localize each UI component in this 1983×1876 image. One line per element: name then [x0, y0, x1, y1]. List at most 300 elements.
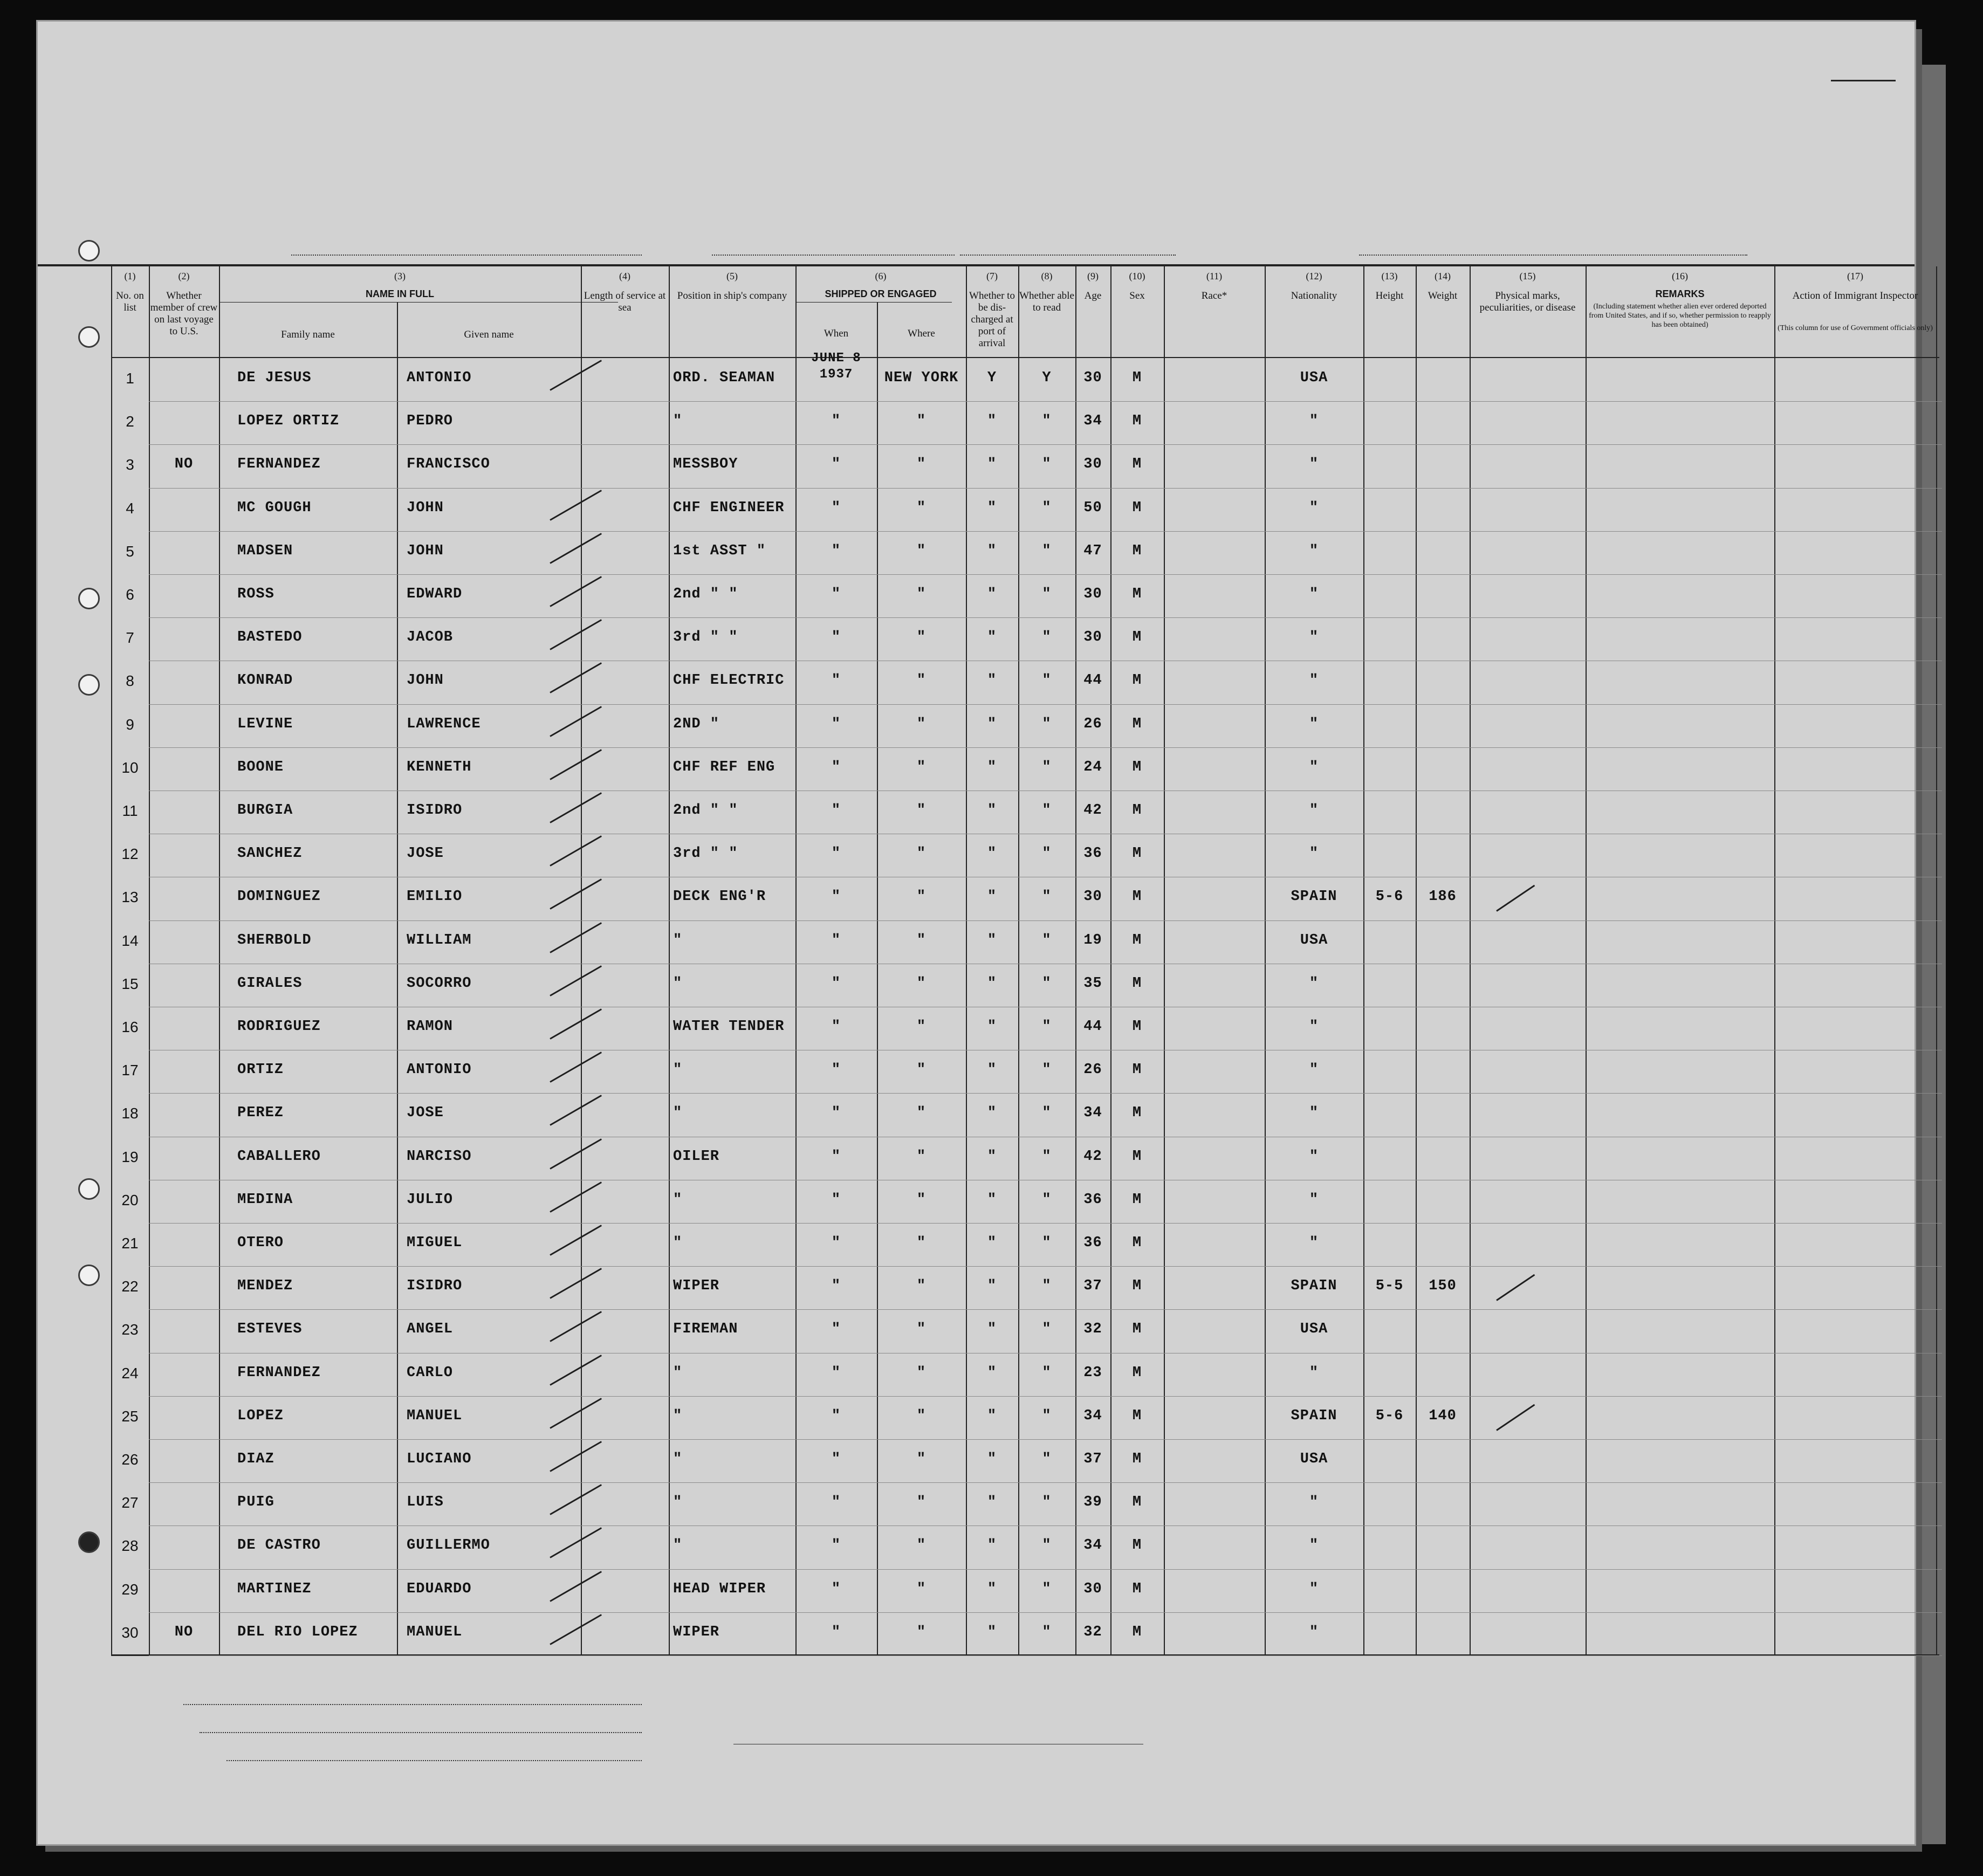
column-rule [669, 266, 670, 1655]
cell-position: " [673, 1365, 683, 1381]
check-mark [550, 490, 602, 521]
cell-where: " [916, 1537, 927, 1554]
column-rule [1075, 266, 1076, 1655]
cell-read: " [1042, 1321, 1052, 1337]
cell-disch: " [987, 1105, 997, 1121]
cell-age: 30 [1083, 629, 1102, 645]
cell-no: 12 [121, 846, 139, 862]
cell-no: 20 [121, 1192, 139, 1208]
cell-sex: M [1132, 1235, 1142, 1251]
cell-age: 26 [1083, 1062, 1102, 1078]
agents-fill [227, 1759, 642, 1761]
cell-given: JOHN [407, 543, 444, 559]
cell-when: " [831, 889, 841, 905]
cell-position: 3rd " " [673, 629, 738, 645]
cell-given: EDWARD [407, 586, 463, 602]
cell-where: " [916, 889, 927, 905]
column-rule [397, 302, 398, 1655]
cell-nat: " [1309, 1192, 1319, 1208]
cell-where: " [916, 500, 927, 516]
column-header-c15: Physical marks, peculiarities, or disease [1479, 290, 1576, 313]
cell-position: WATER TENDER [673, 1019, 785, 1035]
column-subheader-inspector: (This column for use of Government officials only) [1778, 324, 1933, 332]
cell-sex: M [1132, 1062, 1142, 1078]
cell-nat: " [1309, 975, 1319, 992]
cell-given: ANTONIO [407, 1062, 472, 1078]
cell-age: 50 [1083, 500, 1102, 516]
punch-hole [78, 240, 100, 262]
check-mark [550, 922, 602, 953]
cell-sex: M [1132, 759, 1142, 775]
column-header-c3: NAME IN FULL [366, 288, 434, 299]
cell-no: 7 [126, 629, 134, 646]
check-mark [550, 1138, 602, 1170]
column-number-c2: (2) [178, 271, 190, 281]
cell-where: " [916, 629, 927, 645]
cell-disch: " [987, 1192, 997, 1208]
cell-read: " [1042, 802, 1052, 819]
check-mark [550, 1571, 602, 1602]
column-number-c9: (9) [1087, 271, 1099, 281]
cell-no: 17 [121, 1062, 139, 1078]
cell-family: MENDEZ [237, 1278, 293, 1294]
cell-age: 42 [1083, 1149, 1102, 1165]
row-rule [149, 531, 1942, 532]
cell-given: LUIS [407, 1494, 444, 1510]
cell-height: 5-6 [1375, 1408, 1404, 1424]
cell-family: PUIG [237, 1494, 275, 1510]
column-header-family-name: Family name [281, 329, 335, 340]
cell-position: OILER [673, 1149, 720, 1165]
cell-sex: M [1132, 413, 1142, 429]
row-rule [149, 401, 1942, 402]
column-header-c11: Race* [1201, 290, 1227, 301]
cell-disch: " [987, 716, 997, 732]
cell-where: " [916, 846, 927, 862]
cell-no: 27 [121, 1494, 139, 1511]
cell-family: MC GOUGH [237, 500, 312, 516]
cell-disch: " [987, 975, 997, 992]
cell-read: " [1042, 629, 1052, 645]
cell-disch: " [987, 802, 997, 819]
cell-age: 35 [1083, 975, 1102, 992]
cell-position: " [673, 1235, 683, 1251]
column-rule [1018, 266, 1019, 1655]
cell-no: 16 [121, 1019, 139, 1035]
cell-age: 37 [1083, 1278, 1102, 1294]
column-header-c14: Weight [1428, 290, 1458, 301]
cell-sex: M [1132, 1321, 1142, 1337]
cell-weight: 186 [1429, 889, 1457, 905]
cell-where: " [916, 1278, 927, 1294]
cell-age: 24 [1083, 759, 1102, 775]
cell-read: " [1042, 672, 1052, 689]
cell-where: " [916, 1019, 927, 1035]
cell-given: SOCORRO [407, 975, 472, 992]
cell-when: " [831, 1321, 841, 1337]
cell-sex: M [1132, 889, 1142, 905]
cell-family: BOONE [237, 759, 284, 775]
cell-position: 2ND " [673, 716, 720, 732]
column-number-c7: (7) [986, 271, 998, 281]
cell-family: LEVINE [237, 716, 293, 732]
cell-sex: M [1132, 1192, 1142, 1208]
cell-where: " [916, 586, 927, 602]
cell-sex: M [1132, 846, 1142, 862]
cell-nat: " [1309, 759, 1319, 775]
sheet-number [1831, 80, 1896, 81]
cell-position: CHF REF ENG [673, 759, 776, 775]
cell-disch: " [987, 1408, 997, 1424]
cell-where: NEW YORK [884, 370, 959, 386]
cell-given: LAWRENCE [407, 716, 481, 732]
cell-when: " [831, 500, 841, 516]
cell-read: " [1042, 1278, 1052, 1294]
cell-where: " [916, 1624, 927, 1640]
column-rule [1164, 266, 1165, 1655]
check-mark [550, 1527, 602, 1558]
cell-no: 1 [126, 370, 134, 387]
cell-given: GUILLERMO [407, 1537, 490, 1554]
cell-sex: M [1132, 1278, 1142, 1294]
cell-disch: " [987, 456, 997, 472]
column-number-c3: (3) [394, 271, 406, 281]
cell-no: 9 [126, 716, 134, 733]
column-subheader-remarks: (Including statement whether alien ever ordered deported from United States, and if so, whether permission to reapply has been obtained) [1589, 303, 1771, 329]
cell-given: ISIDRO [407, 1278, 463, 1294]
cell-read: " [1042, 1105, 1052, 1121]
cell-age: 30 [1083, 370, 1102, 386]
column-rule [1586, 266, 1587, 1655]
cell-no: 8 [126, 672, 134, 689]
cell-position: ORD. SEAMAN [673, 370, 776, 386]
cell-read: " [1042, 716, 1052, 732]
cell-nat: " [1309, 1537, 1319, 1554]
column-rule [581, 266, 582, 1655]
row-rule [149, 1525, 1942, 1526]
header-top-rule [38, 264, 1915, 266]
column-number-c12: (12) [1306, 271, 1322, 281]
cell-nat: SPAIN [1291, 889, 1337, 905]
cell-disch: " [987, 1062, 997, 1078]
cell-given: EMILIO [407, 889, 463, 905]
column-rule [1470, 266, 1471, 1655]
cell-no: 6 [126, 586, 134, 603]
cell-given: EDUARDO [407, 1581, 472, 1597]
cell-position: WIPER [673, 1278, 720, 1294]
cell-weight: 150 [1429, 1278, 1457, 1294]
cell-position: " [673, 413, 683, 429]
cell-sex: M [1132, 1408, 1142, 1424]
cell-position: " [673, 1192, 683, 1208]
row-rule [149, 1223, 1942, 1224]
check-mark [550, 619, 602, 650]
cell-read: " [1042, 1149, 1052, 1165]
cell-age: 36 [1083, 1235, 1102, 1251]
cell-given: CARLO [407, 1365, 454, 1381]
cell-age: 44 [1083, 1019, 1102, 1035]
cell-disch: " [987, 1537, 997, 1554]
cell-sex: M [1132, 456, 1142, 472]
cell-nat: " [1309, 1062, 1319, 1078]
cell-disch: " [987, 846, 997, 862]
cell-prev: NO [174, 1624, 194, 1640]
cell-nat: " [1309, 456, 1319, 472]
cell-family: FERNANDEZ [237, 1365, 321, 1381]
cell-position: 1st ASST " [673, 543, 766, 559]
cell-read: " [1042, 889, 1052, 905]
row-rule [149, 1569, 1942, 1570]
row-rule [149, 1655, 1942, 1656]
cell-no: 13 [121, 889, 139, 905]
cell-nat: " [1309, 716, 1319, 732]
cell-age: 26 [1083, 716, 1102, 732]
check-mark [550, 792, 602, 823]
row-rule [149, 704, 1942, 705]
cell-sex: M [1132, 1537, 1142, 1554]
cell-nat: " [1309, 629, 1319, 645]
cell-nat: " [1309, 1581, 1319, 1597]
check-mark [550, 706, 602, 737]
column-header-c9: Age [1084, 290, 1102, 301]
cell-nat: " [1309, 1235, 1319, 1251]
cell-where: " [916, 1192, 927, 1208]
cell-disch: " [987, 759, 997, 775]
cell-family: BASTEDO [237, 629, 303, 645]
column-number-c15: (15) [1519, 271, 1536, 281]
cell-sex: M [1132, 1451, 1142, 1467]
row-rule [149, 1482, 1942, 1483]
cell-family: ESTEVES [237, 1321, 303, 1337]
cell-family: RODRIGUEZ [237, 1019, 321, 1035]
column-rule [1265, 266, 1266, 1655]
row-rule [149, 1093, 1942, 1094]
cell-where: " [916, 932, 927, 949]
cell-when: " [831, 1624, 841, 1640]
cell-when: " [831, 413, 841, 429]
column-rule [1416, 266, 1417, 1655]
row-rule [149, 1439, 1942, 1440]
cell-when: " [831, 456, 841, 472]
cell-read: " [1042, 759, 1052, 775]
cell-family: LOPEZ [237, 1408, 284, 1424]
cell-position: " [673, 1408, 683, 1424]
cell-no: 3 [126, 456, 134, 473]
punch-hole [78, 674, 100, 696]
cell-sex: M [1132, 802, 1142, 819]
cell-read: " [1042, 413, 1052, 429]
cell-no: 21 [121, 1235, 139, 1252]
signature-line [733, 1743, 1143, 1744]
cell-when: " [831, 1149, 841, 1165]
cell-disch: " [987, 1149, 997, 1165]
cell-sex: M [1132, 586, 1142, 602]
cell-no: 28 [121, 1537, 139, 1554]
column-header-c7: Whether to be dis-charged at port of arrival [969, 290, 1015, 349]
column-rule [966, 266, 967, 1655]
column-number-c10: (10) [1129, 271, 1145, 281]
column-rule [149, 266, 150, 1655]
cell-when: " [831, 543, 841, 559]
cell-nat: " [1309, 1019, 1319, 1035]
column-header-c5: Position in ship's company [677, 290, 787, 301]
punch-hole [78, 326, 100, 348]
cell-position: " [673, 1062, 683, 1078]
cell-where: " [916, 456, 927, 472]
cell-given: WILLIAM [407, 932, 472, 949]
column-header-where: Where [908, 328, 935, 339]
cell-sex: M [1132, 975, 1142, 992]
cell-read: " [1042, 500, 1052, 516]
cell-read: " [1042, 543, 1052, 559]
cell-disch: " [987, 1581, 997, 1597]
cell-when: " [831, 1192, 841, 1208]
row-rule [149, 1309, 1942, 1310]
cell-read: " [1042, 1451, 1052, 1467]
cell-no: 15 [121, 975, 139, 992]
cell-nat: " [1309, 1365, 1319, 1381]
cell-sex: M [1132, 500, 1142, 516]
punch-hole [78, 1265, 100, 1286]
cell-where: " [916, 1494, 927, 1510]
cell-position: WIPER [673, 1624, 720, 1640]
cell-where: " [916, 1105, 927, 1121]
owners-fill [200, 1731, 642, 1733]
vessel-fill-line [291, 253, 642, 256]
cell-family: OTERO [237, 1235, 284, 1251]
check-mark [550, 878, 602, 910]
cell-disch: " [987, 1321, 997, 1337]
cell-family: KONRAD [237, 672, 293, 689]
cell-age: 30 [1083, 586, 1102, 602]
cell-nat: " [1309, 543, 1319, 559]
cell-nat: " [1309, 802, 1319, 819]
cell-where: " [916, 802, 927, 819]
column-number-c17: (17) [1847, 271, 1863, 281]
cell-where: " [916, 1408, 927, 1424]
cell-family: MADSEN [237, 543, 293, 559]
cell-no: 30 [121, 1624, 139, 1641]
cell-sex: M [1132, 1149, 1142, 1165]
cell-given: MIGUEL [407, 1235, 463, 1251]
cell-age: 39 [1083, 1494, 1102, 1510]
cell-where: " [916, 1365, 927, 1381]
cell-family: DE JESUS [237, 370, 312, 386]
cell-age: 44 [1083, 672, 1102, 689]
cell-age: 34 [1083, 1537, 1102, 1554]
physical-marks-check [1496, 1404, 1535, 1431]
cell-family: MEDINA [237, 1192, 293, 1208]
line-fill [183, 1703, 642, 1705]
cell-sex: M [1132, 932, 1142, 949]
cell-disch: " [987, 1019, 997, 1035]
check-mark [550, 749, 602, 780]
cell-read: " [1042, 1062, 1052, 1078]
cell-given: JOSE [407, 846, 444, 862]
cell-when: " [831, 802, 841, 819]
cell-nat: SPAIN [1291, 1278, 1337, 1294]
cell-no: 10 [121, 759, 139, 776]
cell-height: 5-5 [1375, 1278, 1404, 1294]
cell-given: JACOB [407, 629, 454, 645]
cell-age: 36 [1083, 846, 1102, 862]
cell-family: MARTINEZ [237, 1581, 312, 1597]
cell-position: DECK ENG'R [673, 889, 766, 905]
cell-prev: NO [174, 456, 194, 472]
cell-when: " [831, 716, 841, 732]
cell-position: CHF ELECTRIC [673, 672, 785, 689]
cell-sex: M [1132, 1105, 1142, 1121]
cell-no: 22 [121, 1278, 139, 1295]
column-number-c8: (8) [1041, 271, 1053, 281]
cell-disch: " [987, 1624, 997, 1640]
check-mark [550, 1398, 602, 1429]
cell-given: MANUEL [407, 1408, 463, 1424]
cell-no: 26 [121, 1451, 139, 1468]
cell-given: JOSE [407, 1105, 444, 1121]
cell-position: HEAD WIPER [673, 1581, 766, 1597]
cell-read: Y [1042, 370, 1052, 386]
cell-given: JOHN [407, 500, 444, 516]
row-rule [149, 920, 1942, 921]
column-header-c4: Length of service at sea [584, 290, 666, 313]
column-rule [1774, 266, 1775, 1655]
check-mark [550, 360, 602, 391]
column-header-c2: Whether member of crew on last voyage to U.S. [150, 290, 218, 337]
row-rule [149, 1612, 1942, 1613]
column-header-c6: SHIPPED OR ENGAGED [825, 288, 937, 299]
cell-age: 36 [1083, 1192, 1102, 1208]
cell-when: " [831, 1494, 841, 1510]
cell-position: 2nd " " [673, 802, 738, 819]
cell-nat: SPAIN [1291, 1408, 1337, 1424]
cell-given: ANGEL [407, 1321, 454, 1337]
cell-where: " [916, 1062, 927, 1078]
cell-sex: M [1132, 672, 1142, 689]
cell-when: " [831, 1365, 841, 1381]
column-header-c1: No. on list [116, 290, 144, 313]
cell-where: " [916, 672, 927, 689]
cell-where: " [916, 1581, 927, 1597]
punch-hole [78, 1178, 100, 1200]
cell-sex: M [1132, 1494, 1142, 1510]
cell-read: " [1042, 1624, 1052, 1640]
punch-hole [78, 588, 100, 609]
cell-when: " [831, 1105, 841, 1121]
cell-sex: M [1132, 370, 1142, 386]
cell-disch: " [987, 672, 997, 689]
cell-when: " [831, 672, 841, 689]
cell-read: " [1042, 456, 1052, 472]
cell-age: 37 [1083, 1451, 1102, 1467]
cell-position: " [673, 975, 683, 992]
cell-where: " [916, 759, 927, 775]
column-header-c12: Nationality [1291, 290, 1337, 301]
cell-sex: M [1132, 629, 1142, 645]
cell-when: " [831, 1235, 841, 1251]
column-rule [1110, 266, 1111, 1655]
port-fill-line [712, 253, 955, 256]
cell-nat: " [1309, 586, 1319, 602]
cell-disch: " [987, 1235, 997, 1251]
cell-family: ORTIZ [237, 1062, 284, 1078]
cell-given: ISIDRO [407, 802, 463, 819]
cell-given: FRANCISCO [407, 456, 490, 472]
cell-family: BURGIA [237, 802, 293, 819]
cell-age: 32 [1083, 1624, 1102, 1640]
cell-when: " [831, 1581, 841, 1597]
cell-family: SANCHEZ [237, 846, 303, 862]
